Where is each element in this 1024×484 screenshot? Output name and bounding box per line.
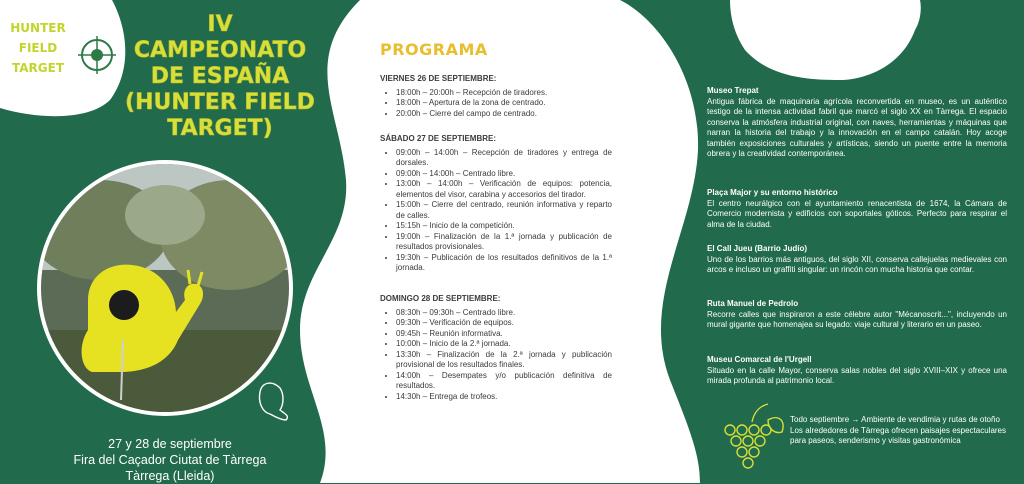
- title-line-1: IV: [207, 12, 233, 37]
- place-name: El Call Jueu (Barrio Judío): [707, 244, 808, 253]
- place-name: Museu Comarcal de l'Urgell: [707, 355, 812, 364]
- event-title: [120, 12, 320, 142]
- day-friday: [380, 74, 612, 119]
- schedule-item: • 13:00h – 14:00h – Verificación de equipos: potencia, elementos del visor, carabina y accesorios del tirador.: [396, 179, 612, 200]
- grapes-icon: [725, 404, 783, 468]
- place-museo-trepat: [707, 86, 1007, 160]
- note-line-1: Todo septiembre → Ambiente de vendimia y rutas de otoño: [790, 415, 1000, 424]
- schedule-item: • 08:30h – 09:30h – Centrado libre.: [396, 308, 612, 319]
- schedule-item: • 14:00h – Desempates y/o publicación definitiva de resultados.: [396, 371, 612, 392]
- day-saturday: [380, 134, 612, 274]
- schedule-item: • 15:15h – Inicio de la competición.: [396, 221, 612, 232]
- schedule-item: • 15:00h – Cierre del centrado, reunión informativa y reparto de calles.: [396, 200, 612, 221]
- autumn-note: [790, 415, 1006, 447]
- note-line-2: Los alrededores de Tàrrega ofrecen paisajes espectaculares para paseos, senderismo y visitas gastronómica: [790, 425, 1006, 445]
- day-heading: SÁBADO 27 DE SEPTIEMBRE:: [380, 134, 497, 143]
- schedule-item: • 19:30h – Publicación de los resultados definitivos de la 1.ª jornada.: [396, 253, 612, 274]
- event-city: Tàrrega (Lleida): [125, 469, 215, 483]
- schedule-item: • 10:00h – Inicio de la 2.ª jornada.: [396, 339, 612, 350]
- title-line-2: CAMPEONATO: [133, 38, 307, 63]
- schedule-item: • 19:00h – Finalización de la 1.ª jornada y publicación de resultados provisionales.: [396, 232, 612, 253]
- place-name: Ruta Manuel de Pedrolo: [707, 299, 799, 308]
- place-text: Antigua fábrica de maquinaria agrícola reconvertida en museo, es un auténtico testigo de la intensa actividad fabril que marcó el siglo XX en Tàrrega. El espacio conserva la atmósfera industrial original, con naves, herramientas y máquinas que narran la historia del trabajo y la innovación en el campo catalán. Hoy acoge también exposiciones culturales y artísticas, siendo un puente entre la memoria obrera y la creatividad contemporánea.: [707, 96, 1007, 158]
- event-venue: Fira del Caçador Ciutat de Tàrrega: [73, 453, 267, 467]
- event-details: [20, 436, 320, 484]
- title-line-4: (HUNTER FIELD: [125, 90, 315, 115]
- schedule-item: • 18:00h – Apertura de la zona de centrado.: [396, 98, 612, 109]
- schedule-item: • 09:30h – Verificación de equipos.: [396, 318, 612, 329]
- day-heading: DOMINGO 28 DE SEPTIEMBRE:: [380, 294, 501, 303]
- schedule-item: • 13:30h – Finalización de la 2.ª jornada y publicación provisional de los resultados finales.: [396, 350, 612, 371]
- target-photo: [30, 160, 300, 430]
- place-name: Plaça Major y su entorno histórico: [707, 188, 838, 197]
- schedule-item: • 09:00h – 14:00h – Recepción de tiradores y entrega de dorsales.: [396, 148, 612, 169]
- place-text: El centro neurálgico con el ayuntamiento renacentista de 1674, la Cámara de Comercio modernista y edificios con soportales góticos. Perfecto para respirar el alma de la ciudad.: [707, 198, 1007, 229]
- logo-line-2: FIELD: [18, 41, 58, 55]
- logo-line-1: HUNTER: [10, 21, 66, 35]
- place-call-jueu: [707, 244, 1007, 276]
- place-placa-major: [707, 188, 1007, 230]
- title-line-5: TARGET): [167, 116, 273, 141]
- place-text: Uno de los barrios más antiguos, del siglo XII, conserva callejuelas medievales con arcos e incluso un graffiti singular: un rincón con mucha historia que contar.: [707, 254, 1007, 274]
- logo: [6, 18, 70, 78]
- place-museu-comarcal: [707, 355, 1007, 387]
- schedule-item: • 20:00h – Cierre del campo de centrado.: [396, 109, 612, 120]
- day-heading: VIERNES 26 DE SEPTIEMBRE:: [380, 74, 497, 83]
- schedule-item: • 14:30h – Entrega de trofeos.: [396, 392, 612, 403]
- place-ruta-pedrolo: [707, 299, 1007, 331]
- place-text: Situado en la calle Mayor, conserva salas nobles del siglo XVIII–XIX y ofrece una mirada profunda al patrimonio local.: [707, 365, 1007, 385]
- event-date: 27 y 28 de septiembre: [108, 437, 232, 451]
- place-name: Museo Trepat: [707, 86, 759, 95]
- schedule-item: • 18:00h – 20:00h – Recepción de tiradores.: [396, 88, 612, 99]
- day-sunday: [380, 294, 612, 402]
- place-text: Recorre calles que inspiraron a este célebre autor "Mécanoscrit...", incluyendo un mural gigante que homenajea su legado: viaje cultural y literario en un paseo.: [707, 309, 1007, 329]
- logo-line-3: TARGET: [11, 61, 64, 75]
- title-line-3: DE ESPAÑA: [150, 64, 290, 89]
- que-ver-title: ¿QUÉ VER?: [775, 28, 885, 49]
- schedule-item: • 09:45h – Reunión informativa.: [396, 329, 612, 340]
- programa-title: PROGRAMA: [380, 40, 488, 59]
- schedule-item: • 09:00h – 14:00h – Centrado libre.: [396, 169, 612, 180]
